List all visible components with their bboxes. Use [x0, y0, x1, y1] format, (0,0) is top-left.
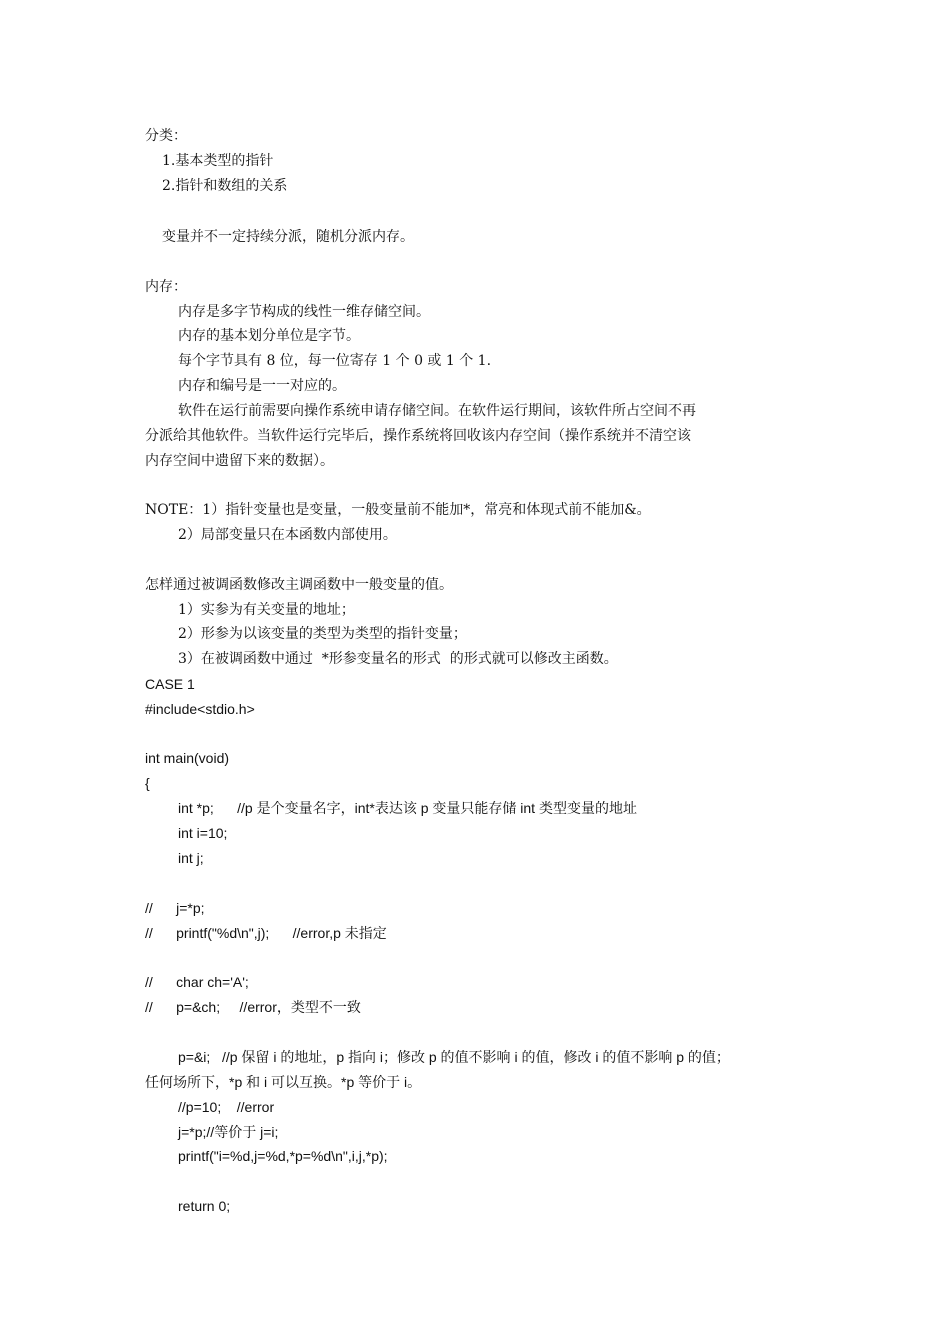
code-assign-p-continued: 任何场所下，*p 和 i 可以互换。*p 等价于 i。 — [145, 1074, 422, 1090]
code-assign-p: p=&i; //p 保留 i 的地址，p 指向 i；修改 p 的值不影响 i 的值，修改 i 的值不影响 p 的值； — [178, 1049, 730, 1065]
memory-line-3: 每个字节具有 8 位，每一位寄存 1 个 0 或 1 个 1. — [178, 353, 492, 369]
note-line-1: NOTE：1）指针变量也是变量，一般变量前不能加*，常亮和体现式前不能加&。 — [145, 502, 651, 518]
code-return: return 0; — [178, 1198, 231, 1214]
code-printf: printf("i=%d,j=%d,*p=%d\n",i,j,*p); — [178, 1148, 388, 1164]
code-comment-assign-j: // j=*p; — [145, 900, 205, 916]
note-line-2: 2）局部变量只在本函数内部使用。 — [178, 527, 397, 543]
memory-line-6: 分派给其他软件。当软件运行完毕后，操作系统将回收该内存空间（操作系统并不清空该 — [145, 428, 691, 444]
classification-item-1: 1.基本类型的指针 — [162, 153, 274, 169]
code-include: #include<stdio.h> — [145, 701, 255, 717]
code-comment-char: // char ch='A'; — [145, 974, 249, 990]
code-declare-i: int i=10; — [178, 825, 228, 841]
code-comment-assign-ch: // p=&ch; //error，类型不一致 — [145, 999, 361, 1015]
memory-line-4: 内存和编号是一一对应的。 — [178, 378, 346, 394]
code-main-signature: int main(void) — [145, 750, 230, 766]
classification-title: 分类： — [145, 128, 187, 144]
memory-line-1: 内存是多字节构成的线性一维存储空间。 — [178, 304, 430, 320]
code-open-brace: { — [145, 775, 150, 791]
variable-note: 变量并不一定持续分派，随机分派内存。 — [162, 229, 414, 245]
memory-line-2: 内存的基本划分单位是字节。 — [178, 328, 360, 344]
modify-step-2: 2）形参为以该变量的类型为类型的指针变量； — [178, 626, 467, 642]
code-assign-j: j=*p;//等价于 j=i; — [178, 1124, 279, 1140]
memory-title: 内存： — [145, 279, 187, 295]
code-declare-j: int j; — [178, 850, 204, 866]
code-comment-p10: //p=10; //error — [178, 1099, 275, 1115]
modify-step-3: 3）在被调函数中通过 *形参变量名的形式 的形式就可以修改主函数。 — [178, 651, 618, 667]
code-comment-printf: // printf("%d\n",j); //error,p 未指定 — [145, 925, 387, 941]
memory-line-7: 内存空间中遗留下来的数据）。 — [145, 453, 334, 469]
modify-step-1: 1）实参为有关变量的地址； — [178, 602, 355, 618]
classification-item-2: 2.指针和数组的关系 — [162, 178, 288, 194]
code-declare-p: int *p; //p 是个变量名字，int*表达该 p 变量只能存储 int 类型变量的地址 — [178, 800, 637, 816]
modify-title: 怎样通过被调函数修改主调函数中一般变量的值。 — [145, 577, 453, 593]
memory-line-5: 软件在运行前需要向操作系统申请存储空间。在软件运行期间，该软件所占空间不再 — [178, 403, 696, 419]
case-label: CASE 1 — [145, 676, 195, 692]
